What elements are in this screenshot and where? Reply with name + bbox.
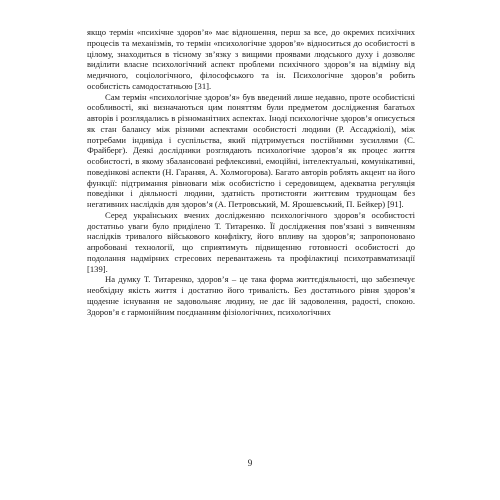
paragraph-2: Сам термін «психологічне здоров’я» був введений лише недавно, проте особистісні особливості, які визначаються цим поняттям були предметом дослідження багатьох авторів і розглядались в різноманітних аспектах. Іноді психологічне здоров’я описується як стан балансу між різними аспектами особистості людини (Р. Ассаджіолі), між потребами індивіда і суспільства, який підтримується постійними зусиллями (С. Фрайберг). Деякі дослідники розглядають психологічне здоров’я як процес життя особистості, в якому збалансовані рефлексивні, емоційні, інтелектуальні, комунікативні, поведінкові аспекти (Н. Гараняя, А. Холмогорова). Багато авторів роблять акцент на його функції: підтримання рівноваги між особистістю і середовищем, адекватна регуляція поведінки і діяльності людини, здатність протистояти життєвим труднощам без негативних наслідків для здоров’я (А. Петровський, М. Ярошевський, П. Бейкер) [91]. <box>87 91 415 209</box>
paragraph-1: якщо термін «психічне здоров’я» має відношення, перш за все, до окремих психічних процесів та механізмів, то термін «психологічне здоров’я» відноситься до особистості в цілому, знаходиться в тісному зв’язку з вищими проявами людського духу і дозволяє виділити власне психологічний аспект проблеми психічного здоров’я на відміну від медичного, соціологічного, філософського та ін. Психологічне здоров’я робить особистість самодостатньою [31]. <box>87 27 415 91</box>
paragraph-3: Серед українських вчених дослідженню психологічного здоров’я особистості достатньо уваги було приділено Т. Титаренко. Її дослідження пов’язані з вивченням наслідків тривалого військового конфлікту, його впливу на здоров’я; запропоновано апробовані технології, що сприятимуть підвищенню готовності особистості до подолання надмірних стресових перевантажень та профілактиці психотравматизації [139]. <box>87 209 415 274</box>
body-text <box>87 27 415 317</box>
page-number: 9 <box>247 458 253 468</box>
paragraph-4: На думку Т. Титаренко, здоров’я – це така форма життєдіяльності, що забезпечує необхідну якість життя і достатню його тривалість. Без достатнього рівня здоров’я щоденне існування не задовольняє людину, не дає їй задоволення, радості, спокою. Здоров’я є гармонійним поєднанням фізіологічних, психологічних <box>87 274 415 317</box>
